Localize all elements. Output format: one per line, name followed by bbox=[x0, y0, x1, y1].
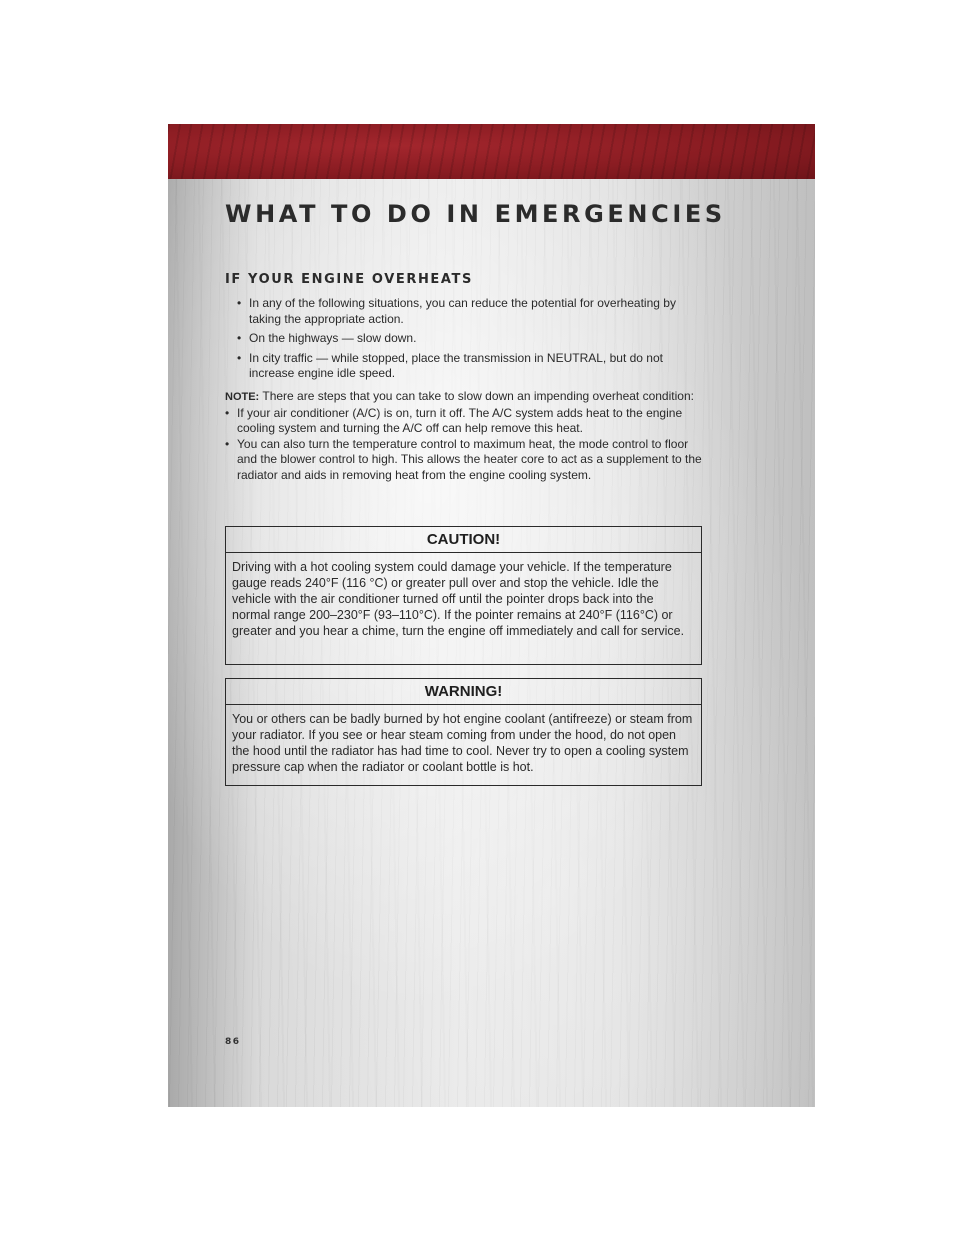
section-heading: IF YOUR ENGINE OVERHEATS bbox=[225, 272, 473, 287]
caution-text: Driving with a hot cooling system could damage your vehicle. If the temperature gauge reads 240°F (116 °C) or greater pull over and stop the vehicle. Idle the vehicle with the air conditioner turned off until the pointer drops back into the normal range 200–230°F (93–110°C). If the pointer remains at 240°F (116°C) or greater and you hear a chime, turn the engine off immediately and call for service. bbox=[232, 560, 685, 638]
page-title: WHAT TO DO IN EMERGENCIES bbox=[225, 200, 726, 228]
caution-box bbox=[225, 526, 702, 665]
page-number: 86 bbox=[225, 1037, 241, 1047]
overheat-bullet-list bbox=[237, 296, 707, 386]
manual-page bbox=[168, 124, 815, 1107]
list-item: • In city traffic — while stopped, place the transmission in NEUTRAL, but do not increase engine idle speed. bbox=[237, 351, 707, 382]
note-bullet-list bbox=[225, 406, 703, 484]
list-item: • You can also turn the temperature control to maximum heat, the mode control to floor and the blower control to high. This allows the heater core to act as a supplement to the radiator and aids in removing heat from the engine cooling system. bbox=[225, 437, 703, 484]
note-text: There are steps that you can take to slow down an impending overheat condition: bbox=[262, 389, 694, 403]
caution-title: CAUTION! bbox=[226, 527, 701, 553]
warning-box bbox=[225, 678, 702, 786]
note-block bbox=[225, 389, 703, 483]
list-item: • If your air conditioner (A/C) is on, turn it off. The A/C system adds heat to the engine cooling system and turning the A/C off can help remove this heat. bbox=[225, 406, 703, 437]
warning-title: WARNING! bbox=[226, 679, 701, 705]
note-label: NOTE: bbox=[225, 391, 260, 403]
note-paragraph bbox=[225, 389, 703, 406]
list-item: • In any of the following situations, you can reduce the potential for overheating by taking the appropriate action. bbox=[237, 296, 707, 327]
list-item: • On the highways — slow down. bbox=[237, 331, 707, 347]
header-banner bbox=[168, 124, 815, 179]
warning-text: You or others can be badly burned by hot engine coolant (antifreeze) or steam from your radiator. If you see or hear steam coming from under the hood, do not open the hood until the radiator has had time to cool. Never try to open a cooling system pressure cap when the radiator or coolant bottle is hot. bbox=[232, 712, 693, 774]
